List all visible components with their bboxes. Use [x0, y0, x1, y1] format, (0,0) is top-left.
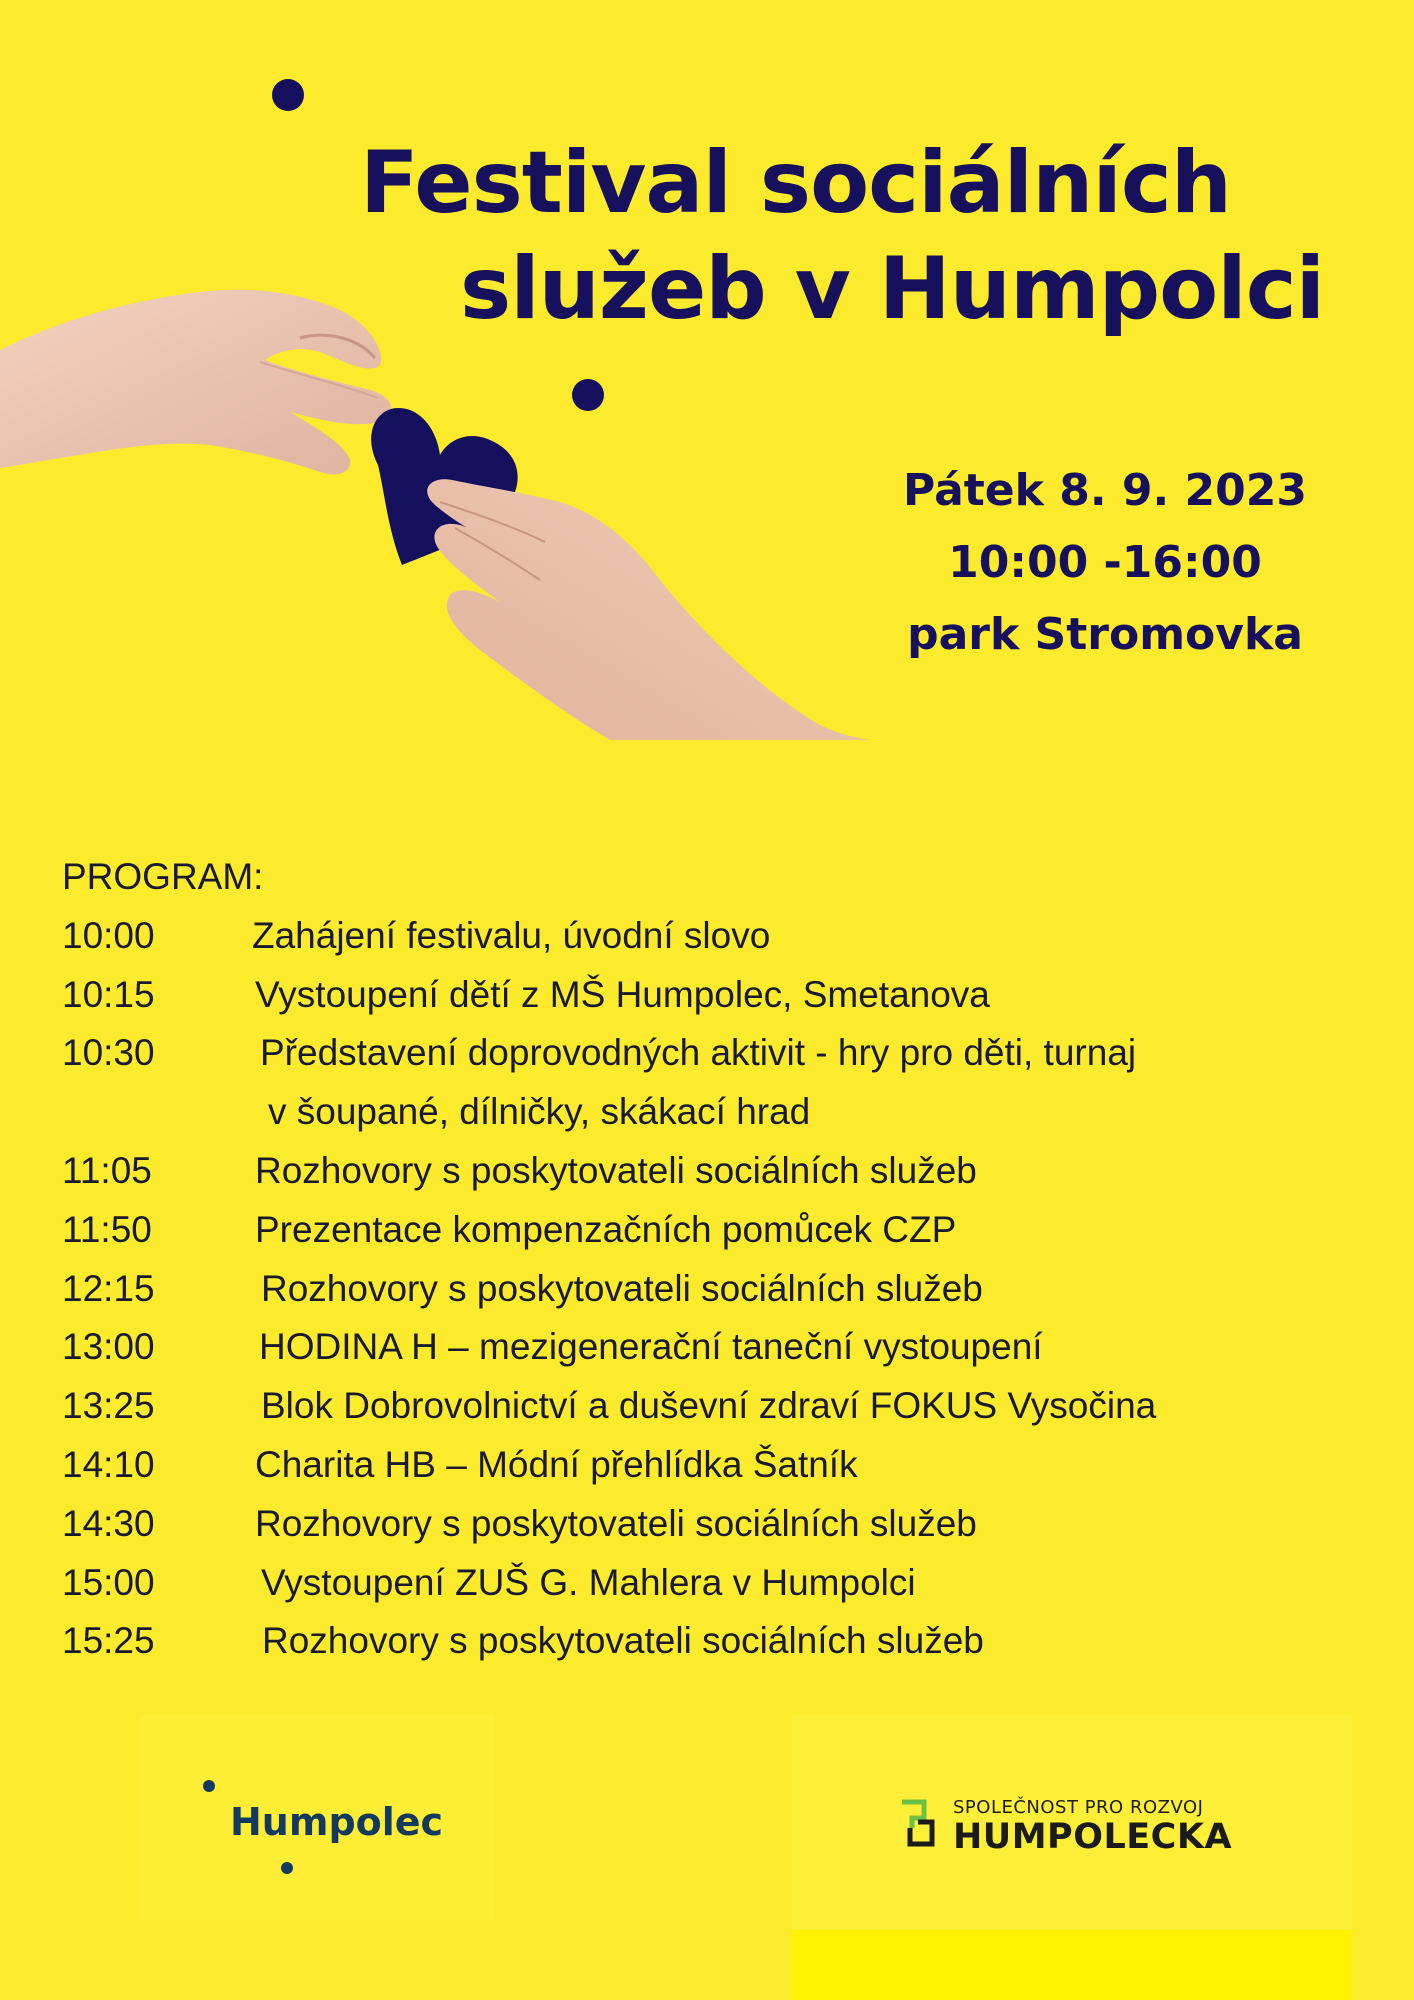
program-time: 15:25 [62, 1620, 155, 1662]
program-activity: Představení doprovodných aktivit - hry pro děti, turnaj [260, 1032, 1137, 1074]
decor-dot-top [272, 79, 304, 111]
program-activity: Vystoupení ZUŠ G. Mahlera v Humpolci [261, 1561, 916, 1603]
event-info [870, 455, 1340, 671]
humpolec-logo-dot-top [203, 1780, 215, 1792]
program-row [62, 907, 1362, 966]
program-activity: Zahájení festivalu, úvodní slovo [252, 914, 771, 956]
program-activity: Blok Dobrovolnictví a duševní zdraví FOKUS Vysočina [261, 1385, 1157, 1427]
program-row [62, 1436, 1362, 1495]
program-row [62, 1024, 1362, 1142]
program-heading: PROGRAM: [62, 856, 264, 897]
humpolec-logo-dot-bottom [281, 1862, 293, 1874]
program-activity: Charita HB – Módní přehlídka Šatník [255, 1443, 858, 1485]
program-time: 12:15 [62, 1267, 155, 1309]
program-section [62, 848, 1362, 1671]
program-row [62, 1142, 1362, 1201]
program-time: 11:05 [62, 1149, 152, 1191]
program-row [62, 1495, 1362, 1554]
program-row [62, 1377, 1362, 1436]
spr-logo-icon [898, 1798, 936, 1850]
program-time: 14:30 [62, 1502, 155, 1544]
hands-heart-illustration [0, 280, 870, 740]
festival-title [330, 130, 1360, 342]
program-row [62, 1201, 1362, 1260]
spr-logo-name: HUMPOLECKA [953, 1817, 1233, 1857]
program-time: 14:10 [62, 1443, 155, 1485]
program-time: 15:00 [62, 1561, 155, 1603]
program-activity: HODINA H – mezigenerační taneční vystoupení [259, 1326, 1043, 1368]
program-activity: Prezentace kompenzačních pomůcek CZP [255, 1208, 957, 1250]
program-row [62, 1260, 1362, 1319]
humpolec-logo: Humpolec [230, 1800, 444, 1844]
program-row [62, 966, 1362, 1025]
spr-logo-strip [792, 1930, 1352, 2000]
program-row [62, 1612, 1362, 1671]
program-activity-continuation: v šoupané, dílničky, skákací hrad [268, 1091, 811, 1133]
program-time: 10:30 [62, 1032, 155, 1074]
program-activity: Rozhovory s poskytovateli sociálních služeb [255, 1502, 977, 1544]
event-place: park Stromovka [907, 609, 1303, 660]
program-activity-wrap [252, 1024, 1362, 1142]
program-activity: Vystoupení dětí z MŠ Humpolec, Smetanova [255, 973, 990, 1015]
program-row [62, 1318, 1362, 1377]
program-time: 10:15 [62, 973, 155, 1015]
program-activity: Rozhovory s poskytovateli sociálních služeb [262, 1620, 984, 1662]
program-time: 11:50 [62, 1208, 152, 1250]
event-time: 10:00 -16:00 [948, 537, 1262, 588]
title-line-1: Festival sociálních [360, 133, 1232, 233]
title-line-2: služeb v Humpolci [460, 239, 1325, 339]
spr-logo-subtitle: SPOLEČNOST PRO ROZVOJ [953, 1797, 1204, 1818]
program-time: 10:00 [62, 914, 155, 956]
event-date: Pátek 8. 9. 2023 [903, 465, 1307, 516]
program-activity: Rozhovory s poskytovateli sociálních služeb [255, 1149, 977, 1191]
program-time: 13:25 [62, 1385, 155, 1427]
program-time: 13:00 [62, 1326, 155, 1368]
program-row [62, 1554, 1362, 1613]
program-activity: Rozhovory s poskytovateli sociálních služeb [261, 1267, 983, 1309]
